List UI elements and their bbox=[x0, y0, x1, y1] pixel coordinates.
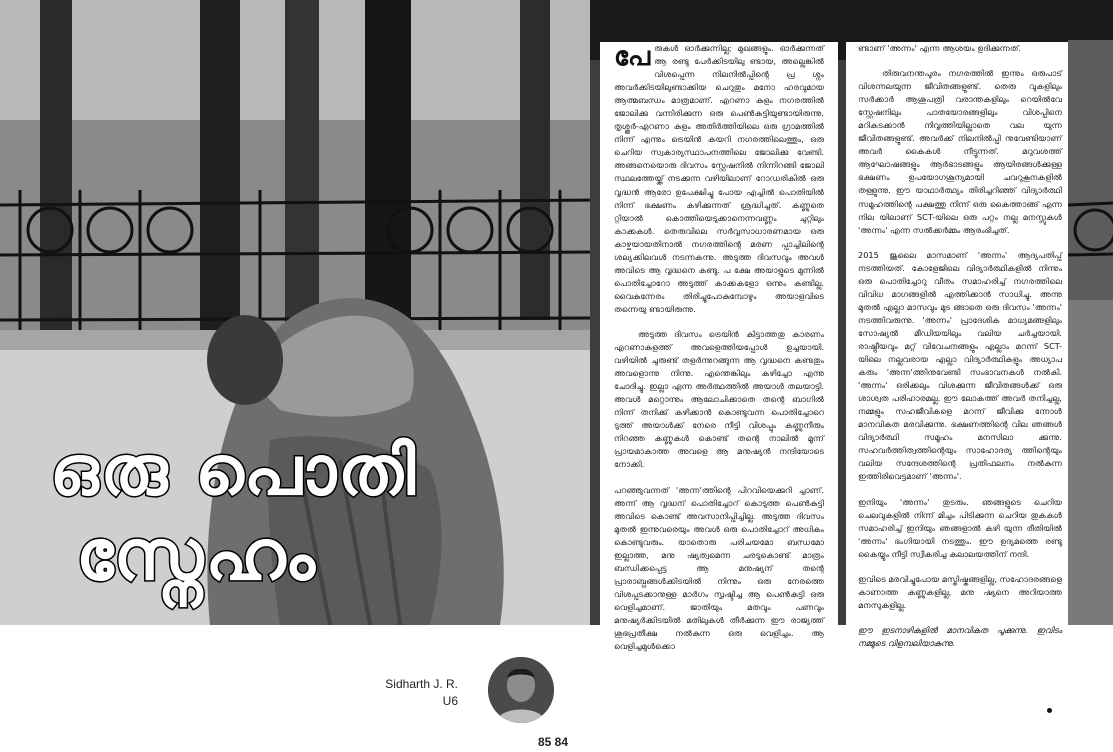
author-name: Sidharth J. R. bbox=[385, 677, 458, 691]
closing-quote: ഈ ഇടനാഴികളിൽ മാനവികത പൂക്കുന്നു. ഇവിടം നമ്മുടെ വിളമ്പലിയാകുന്നു. bbox=[858, 624, 1062, 648]
article-column-1 bbox=[600, 42, 838, 752]
drop-cap: പേ bbox=[614, 42, 651, 72]
paragraph-5: തിരുവനന്തപുരം നഗരത്തിൽ ഇന്നും ഒരുപാട് വിശന്നലയുന്ന ജീവിതങ്ങളുണ്ട്. തെരു വുകളിലും സർക്കാർ ആശുപത്രി വരാന്തകളിലും റെയിൽവേ സ്റ്റേഷനിലും പാതയോരങ്ങളിലും വിശപ്പിനെ മറികടക്കാൻ നിവൃത്തിയില്ലാതെ വല യുന്ന ജീവിതങ്ങളുണ്ട്. അവർക്ക് നിലനിൽപ്പി നുവേണ്ടിയാണ് അവർ കൈകൾ നീട്ടുന്നത്. മറുവശത്ത് ആഘോഷങ്ങളും ആർഭാടങ്ങളും ആയിരങ്ങൾക്കുള്ള ഭക്ഷണം ഉപയോഗശൂന്യമായി ചവറുകൂനകളിൽ തള്ളുന്നു. ഈ യാഥാർത്ഥ്യം തിരിച്ചറിഞ്ഞ് വിദ്യാർത്ഥി സമൂഹത്തിന്റെ പക്ഷത്തു നിന്ന് ഒരു കൈത്താങ്ങ് എന്ന നില യിലാണ് SCT-യിലെ ഒരു പറ്റം നല്ല മനസ്സുകൾ 'അന്നം' എന്ന സൽക്കർമ്മം ആരംഭിച്ചത്. bbox=[858, 68, 1062, 235]
article-column-2 bbox=[846, 42, 1068, 752]
author-class: U6 bbox=[442, 694, 458, 708]
paragraph-3: പറഞ്ഞുവന്നത് 'അന്ന'ത്തിന്റെ പിറവിയെക്കുറി ച്ചാണ്. അന്ന് ആ വൃദ്ധന് പൊതിച്ചോറ് കൊടുത്ത പെൺകുട്ടി അവിടെ കൊണ്ട് അവസാനിപ്പിച്ചില്ല. അടുത്ത ദിവസം മുതൽ ഇന്നുവരെയും അവൾ ഒരു പൊതിച്ചോറ് അധികം കൊണ്ടുവരും. യാതൊരു പരിചയമോ ബന്ധമോ ഇല്ലാത്ത, മനു ഷ്യത്വമെന്ന ചരടുകൊണ്ട് മാത്രം ബന്ധിക്കപ്പെട്ട ആ മനുഷ്യന് തന്റെ പ്രാരാബ്ധങ്ങൾക്കിടയിൽ നിന്നും ഒരു നേരത്തെ വിശപ്പടക്കാനുള്ള മാർഗം സൃഷ്ടിച്ച ആ പെൺകുട്ടി ഒരു വെളിച്ചമാണ്. ജാതിയും മതവും പണവും മനുഷ്യർക്കിടയിൽ മതിലുകൾ തീർക്കുന്ന ഈ രാജ്യത്ത് ശുഭപ്രതീക്ഷ നൽകുന്ന ഒരു വെളിച്ചം. ആ വെളിച്ചമുൾക്കൊ bbox=[614, 484, 824, 652]
page-numbers: 85 84 bbox=[538, 735, 569, 749]
paragraph-1-text: രുകൾ ഓർക്കുന്നില്ല; മുഖങ്ങളും. ഓർക്കുന്നത് ആ രണ്ടു പേർക്കിടയിലു ണ്ടായ, അല്ലെങ്കിൽ വിശപ്പെന്ന നിലനിൽപ്പിന്റെ പ്ര ശ്നം അവർക്കിടയിലുണ്ടാക്കിയ ചെറുതും മനോ ഹരവുമായ ആത്മബന്ധം മാത്രമാണ്. എറണാ കുളം നഗരത്തിൽ ജോലിക്കു വന്നിരിക്കുന്ന ഒരു പെൺകുട്ടിയുണ്ടായിരുന്നു. തൃശ്ശൂർ-എറണാ കുളം അതിർത്തിയിലെ ഒരു ഗ്രാമത്തിൽ നിന്ന് എന്നും ട്രെയിൻ കയറി നഗരത്തിലെത്തും, ഒരു ചെറിയ സ്വകാര്യസ്ഥാപനത്തിലെ ജോലിക്കു വേണ്ടി. അങ്ങനെയൊരു ദിവസം സ്റ്റേഷനിൽ നിന്നിറങ്ങി ജോലി സ്ഥലത്തേയ്ക്ക് നടക്കുന്ന വഴിയിലാണ് റോഡരികിൽ ഒരു വൃദ്ധൻ ആരോ ഉപേക്ഷിച്ചു പോയ എച്ചിൽ പൊതിയിൽ നിന്ന് ഭക്ഷണം കഴിക്കുന്നത് ശ്രദ്ധിച്ചത്. കണ്ണുതെ റ്റിയാൽ കൊത്തിയെടുക്കാനെന്നവണ്ണം ചുറ്റിലും കാക്കകൾ. തെരുവിലെ സർവ്വസാധാരണമായ ഒരു കാഴ്ചയായതിനാൽ നഗരത്തിന്റെ മരണ പ്പാച്ചിലിന്റെ ശല്യക്കിലവൾ നടന്നകന്നു. അടുത്ത ദിവസവും അവൾ അവിടെ ആ വൃദ്ധനെ കണ്ടു. പ ക്ഷേ അയാളുടെ മുന്നിൽ പൊതിച്ചോറോ അടുത്ത് കാക്കകളോ ഒന്നും കണ്ടില്ല. വൈകുന്നേരം തിരിച്ചുപോകുമ്പോഴും അയാളവിടെ തന്നെയു ണ്ടായിരുന്നു. bbox=[614, 43, 824, 314]
paragraph-4: ണ്ടാണ് 'അന്നം' എന്ന ആശയം ഉദിക്കുന്നത്. bbox=[858, 43, 1022, 53]
paragraph-2: അടുത്ത ദിവസം ട്രെയിൻ കിട്ടാത്തതു കാരണം എറണാകുളത്ത് അവളെത്തിയപ്പോൾ ഉച്ചയായി. വഴിയിൽ ചുരുണ്ട് തളർന്നുറങ്ങുന്ന ആ വൃദ്ധനെ കണ്ടതും അവളൊന്നു നിന്നു. എന്തെങ്കിലും കഴിച്ചോ എന്നു ചോദിച്ചു. ഇല്ലാ എന്ന അർത്ഥത്തിൽ അയാൾ തലയാട്ടി. അവൾ മറ്റൊന്നും ആലോചിക്കാതെ തന്റെ ബാഗിൽ നിന്ന് തനിക്ക് കഴിക്കാൻ കൊണ്ടുവന്ന പൊതിച്ചോറെ ടുത്ത് അയാൾക്ക് നേരെ നീട്ടി വിശപ്പും കണ്ണുനീരും നിറഞ്ഞ കണ്ണുകൾ കൊണ്ട് തന്റെ നാലിൽ മൂന്ന് പ്രായമാകാത്ത അവളെ ആ മനുഷ്യൻ നന്ദിയോടെ നോക്കി. bbox=[614, 328, 824, 470]
article-title-line-2: സ്നേഹം bbox=[76, 514, 317, 596]
end-mark bbox=[1047, 708, 1052, 713]
article-title-line-1: ഒരു പൊതി bbox=[50, 432, 418, 511]
paragraph-8: ഇവിടെ മരവിച്ചുപോയ മസ്തിഷ്കങ്ങളില്ല, സഹോദരങ്ങളെ കാണാത്ത കണ്ണുകളില്ല, മനു ഷ്യനെ അറിയാത്ത മനസുകളില്ല. bbox=[858, 573, 1062, 610]
paragraph-6: 2015 ജൂലൈ മാസമാണ് 'അന്നം' ആദ്യപതിപ്പ് നടത്തിയത്. കോളേജിലെ വിദ്യാർത്ഥികളിൽ നിന്നും ഒരു പൊതിച്ചോറു വീതം സമാഹരിച്ച് നഗരത്തിലെ വിവിധ മാഗങ്ങളിൽ എത്തിക്കാൻ സാധിച്ചു. അന്നു മുതൽ എല്ലാ മാസവും മുട ങ്ങാതെ ഒരു ദിവസം 'അന്നം' നടത്തിവരുന്നു. 'അന്നം' പ്രാദേശിക മാധ്യമങ്ങളിലും സോഷ്യൽ മീഡിയയിലും വലിയ ചർച്ചയായി. രാഷ്ട്രീയവും മറ്റ് വിവേചനങ്ങളും എല്ലാം മറന്ന് SCT-യിലെ നല്ലവരായ എല്ലാ വിദ്യാർത്ഥികളും അധ്യാപ കരും 'അന്ന'ത്തിനുവേണ്ടി സംഭാവനകൾ നൽകി. 'അന്നം' ഒരിക്കലും വിശക്കുന്ന ജീവിതങ്ങൾക്ക് ഒരു ശാശ്വത പരിഹാരമല്ല. ഈ ലോകത്ത് അവർ തനിച്ചല്ല, നമ്മളും സഹജീവികളെ മറന്ന് ജീവിക്കു ന്നോൾ മാനവികത മരവിക്കുന്നു. ഭക്ഷണത്തിന്റെ വില ഞങ്ങൾ വിദ്യാർത്ഥി സമൂഹം മനസിലാ ക്കുന്നു. സഹവർത്തിത്വത്തിന്റെയും സാഹോദര്യ ത്തിന്റെയും വലിയ സന്ദേശത്തിന്റെ പ്രതിഫലനം നൽകുന്ന ഇത്തിരിവെട്ടമാണ് 'അന്നം'. bbox=[858, 249, 1062, 482]
avatar bbox=[488, 657, 554, 723]
paragraph-1 bbox=[614, 42, 824, 316]
paragraph-7: ഇനിയും 'അന്നം' തുടരും. ഞങ്ങളുടെ ചെറിയ ചെലവുകളിൽ നിന്ന് മിച്ചം പിടിക്കുന്ന ചെറിയ തുകകൾ സമാഹരിച്ച് ഇനിയും ഞങ്ങളാൽ കഴി യുന്ന രീതിയിൽ 'അന്നം' ഭംഗിയായി നടത്തും. ഈ ഉദ്യമത്തെ രണ്ടു കൈയ്യും നീട്ടി സ്വീകരിച്ച കലാലയത്തിന് നന്ദി. bbox=[858, 496, 1062, 559]
